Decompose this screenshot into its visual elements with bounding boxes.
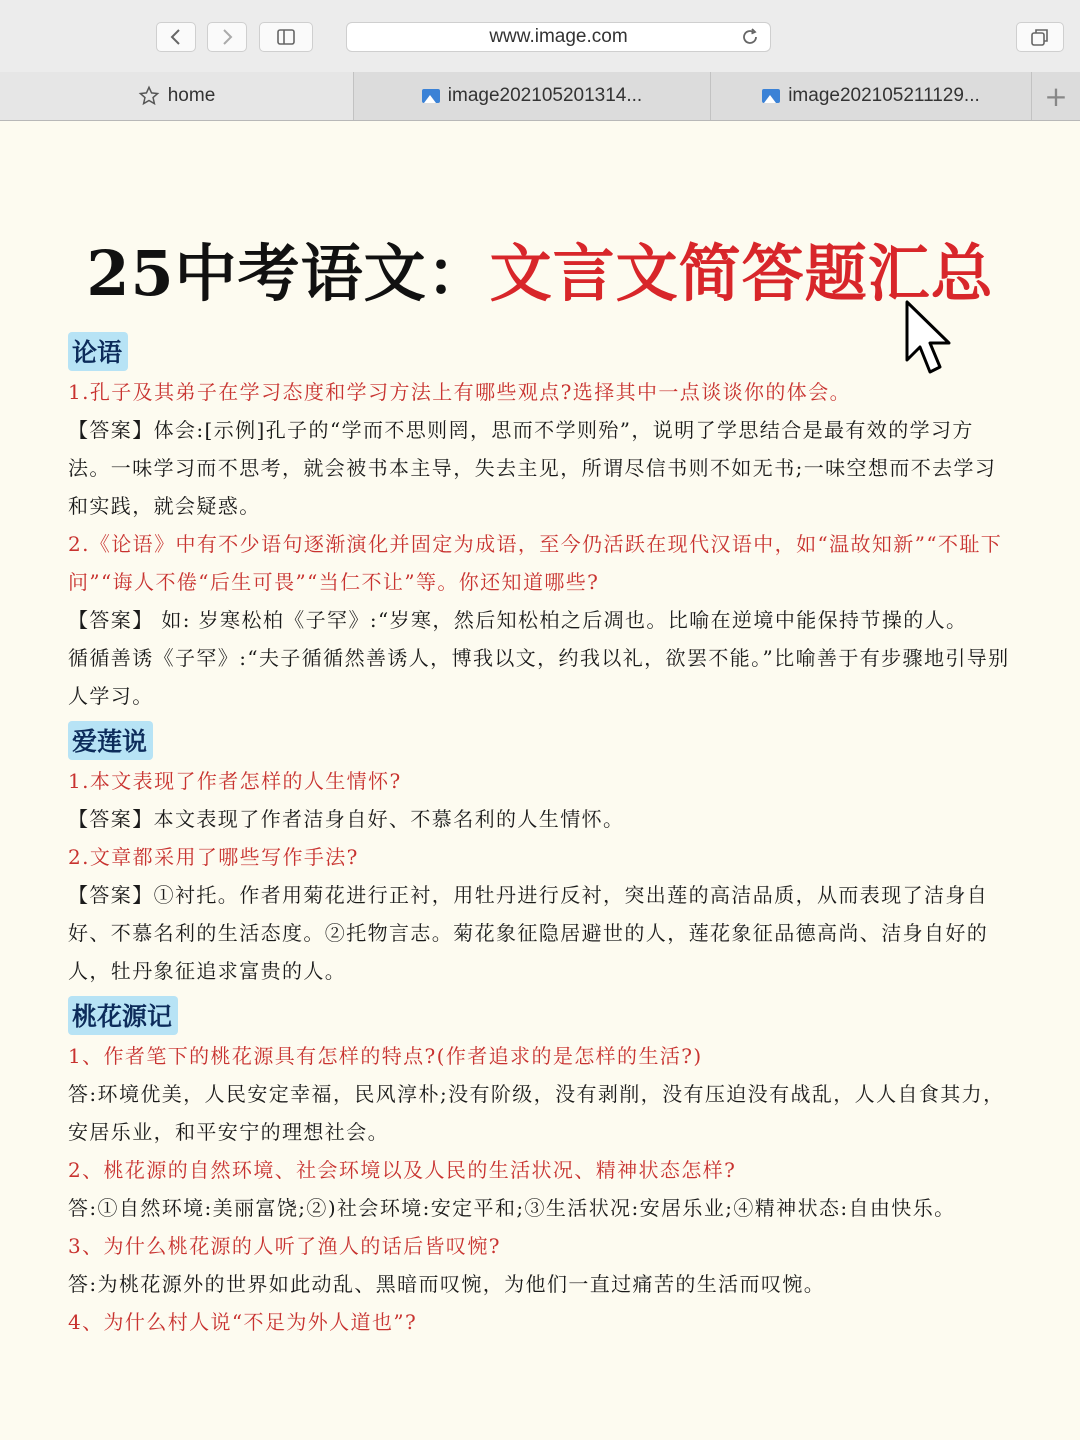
answer: 【答案】 如: 岁寒松柏《子罕》:“岁寒，然后知松柏之后凋也。比喻在逆境中能保持节操的人。 [68, 608, 968, 632]
tab-label: image202105201314... [447, 85, 643, 106]
tabs-overview-icon [1031, 28, 1049, 46]
section-taohuayuanji [68, 996, 1012, 1341]
chevron-right-icon [220, 28, 234, 46]
url-text: www.image.com [489, 26, 628, 47]
new-tab-button[interactable] [1032, 72, 1080, 120]
sidebar-button[interactable] [259, 22, 313, 52]
section-lunyu [68, 332, 1012, 715]
address-bar[interactable] [346, 22, 771, 52]
back-button[interactable] [156, 22, 196, 52]
tab-home[interactable] [0, 72, 354, 120]
answer: 答:①自然环境:美丽富饶;②)社会环境:安定平和;③生活状况:安居乐业;④精神状态:自由快乐。 [68, 1196, 956, 1220]
answer: 【答案】体会:[示例]孔子的“学而不思则罔，思而不学则殆”，说明了学思结合是最有效的学习方法。一味学习而不思考，就会被书本主导，失去主见，所谓尽信书则不如无书;一味空想而不去学习和实践，就会疑惑。 [68, 418, 997, 518]
star-icon [138, 85, 160, 107]
sidebar-icon [277, 29, 295, 45]
section-heading: 爱莲说 [68, 721, 153, 760]
question: 3、为什么桃花源的人听了渔人的话后皆叹惋? [68, 1234, 501, 1258]
browser-toolbar [0, 0, 1080, 73]
image-icon [422, 89, 440, 103]
answer: 循循善诱《子罕》:“夫子循循然善诱人，博我以文，约我以礼，欲罢不能。”比喻善于有步骤地引导别人学习。 [68, 646, 1010, 708]
section-heading: 论语 [68, 332, 128, 371]
section-heading: 桃花源记 [68, 996, 178, 1035]
tabs-overview-button[interactable] [1016, 22, 1064, 52]
answer: 答:为桃花源外的世界如此动乱、黑暗而叹惋，为他们一直过痛苦的生活而叹惋。 [68, 1272, 826, 1296]
tab-bar [0, 72, 1080, 121]
question: 1.孔子及其弟子在学习态度和学习方法上有哪些观点?选择其中一点谈谈你的体会。 [68, 380, 852, 404]
question: 2.文章都采用了哪些写作手法? [68, 845, 359, 869]
answer: 【答案】①衬托。作者用菊花进行正衬，用牡丹进行反衬，突出莲的高洁品质，从而表现了洁身自好、不慕名利的生活态度。②托物言志。菊花象征隐居避世的人，莲花象征品德高尚、洁身自好的人，牡丹象征追求富贵的人。 [68, 883, 989, 983]
question: 1、作者笔下的桃花源具有怎样的特点?(作者追求的是怎样的生活?) [68, 1044, 703, 1068]
title-prefix: 25中考语文： [86, 237, 490, 310]
tab-image-1[interactable] [354, 72, 711, 120]
section-ailianshuo [68, 721, 1012, 990]
plus-icon: + [1044, 79, 1068, 113]
question: 4、为什么村人说“不足为外人道也”? [68, 1310, 418, 1334]
answer: 【答案】本文表现了作者洁身自好、不慕名利的人生情怀。 [68, 807, 625, 831]
chevron-left-icon [169, 28, 183, 46]
title-highlight: 文言文简答题汇总 [489, 237, 994, 310]
tab-label: image202105211129... [788, 85, 980, 106]
tab-label: home [167, 85, 216, 106]
question: 2.《论语》中有不少语句逐渐演化并固定为成语，至今仍活跃在现代汉语中，如“温故知新”“不耻下问”“诲人不倦“后生可畏”“当仁不让”等。你还知道哪些? [68, 532, 1003, 594]
reload-icon[interactable] [740, 27, 760, 47]
image-icon [762, 89, 780, 103]
question: 2、桃花源的自然环境、社会环境以及人民的生活状况、精神状态怎样? [68, 1158, 737, 1182]
answer: 答:环境优美，人民安定幸福，民风淳朴;没有阶级，没有剥削，没有压迫没有战乱，人人自食其力，安居乐业，和平安宁的理想社会。 [68, 1082, 1005, 1144]
tab-image-2[interactable] [711, 72, 1032, 120]
question: 1.本文表现了作者怎样的人生情怀? [68, 769, 402, 793]
document-body [68, 332, 1012, 1341]
forward-button[interactable] [207, 22, 247, 52]
